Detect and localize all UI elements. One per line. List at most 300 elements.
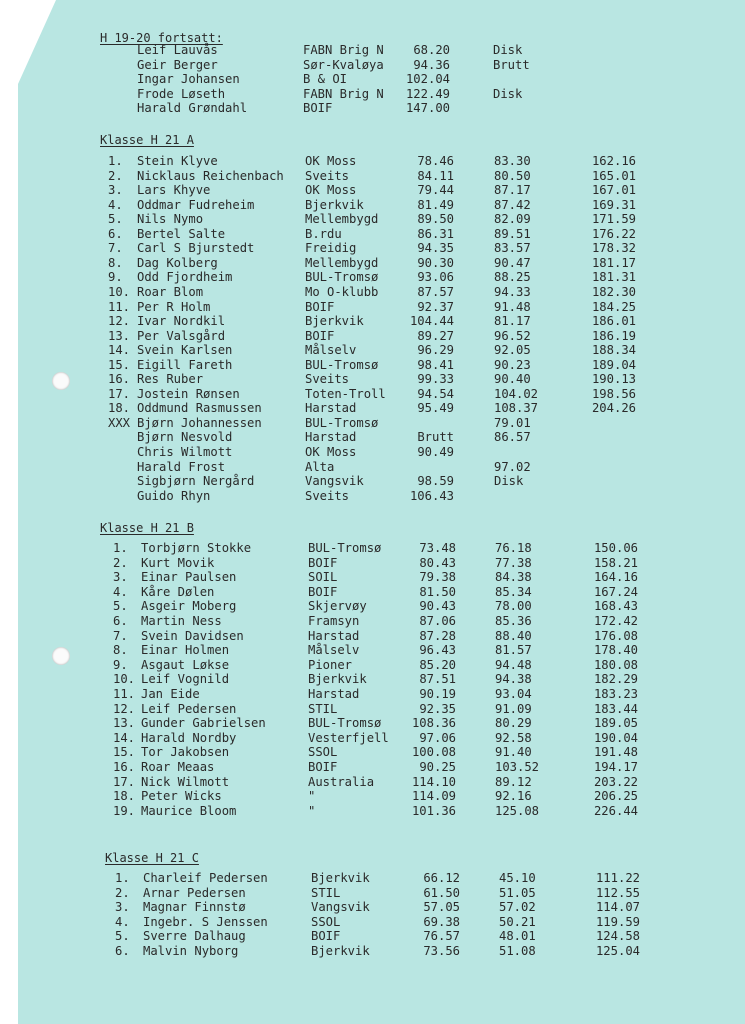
- time-day-1: 57.05: [423, 900, 460, 915]
- club-name: Bjerkvik: [311, 944, 370, 958]
- time-day-1: 90.25: [419, 760, 456, 774]
- result-row: [0, 731, 745, 745]
- time-day-2: 91.48: [494, 299, 531, 314]
- place-number: 16.: [108, 372, 131, 387]
- runner-name: Harald Grøndahl: [137, 101, 248, 116]
- result-row: [0, 871, 745, 885]
- time-day-1: 114.10: [411, 774, 456, 789]
- place-number: 8.: [113, 643, 128, 658]
- result-row: [0, 672, 745, 686]
- place-number: 11.: [108, 299, 131, 314]
- total-time: 112.55: [595, 885, 640, 900]
- club-name: Framsyn: [308, 614, 360, 628]
- time-day-1: 80.43: [419, 555, 456, 570]
- result-row: [0, 58, 745, 72]
- time-day-1: 98.41: [417, 357, 454, 372]
- time-day-2: 91.09: [495, 701, 532, 716]
- section-title: Klasse H 21 C: [105, 851, 199, 865]
- time-day-2: 125.08: [495, 803, 540, 818]
- runner-name: Chris Wilmott: [137, 445, 233, 459]
- runner-name: Per R Holm: [137, 299, 211, 314]
- time-day-2: 80.29: [495, 716, 532, 731]
- runner-name: Arnar Pedersen: [143, 885, 246, 900]
- club-name: SSOL: [311, 914, 341, 929]
- club-name: Toten-Troll: [305, 386, 386, 401]
- time-day-1: 96.29: [417, 343, 454, 358]
- place-number: 13.: [113, 716, 136, 731]
- club-name: Pioner: [308, 657, 353, 672]
- place-number: 6.: [113, 614, 128, 628]
- time-day-2: 91.40: [495, 745, 532, 760]
- result-row: [0, 430, 745, 444]
- result-row: [0, 101, 745, 115]
- runner-name: Per Valsgård: [137, 328, 226, 343]
- result-row: [0, 43, 745, 57]
- runner-name: Asgeir Moberg: [141, 599, 237, 614]
- time-day-1: 89.27: [417, 328, 454, 343]
- club-name: Bjerkvik: [311, 871, 370, 885]
- time-day-1: 92.37: [417, 299, 454, 314]
- result-row: [0, 658, 745, 672]
- place-number: 18.: [108, 401, 131, 416]
- place-number: 9.: [113, 657, 128, 672]
- time-day-2: 104.02: [494, 386, 539, 401]
- total-time: 181.17: [591, 255, 636, 270]
- runner-name: Harald Frost: [137, 459, 226, 474]
- time-day-2: Disk: [494, 474, 524, 489]
- place-number: 4.: [108, 197, 123, 212]
- club-name: BUL-Tromsø: [308, 716, 382, 731]
- place-number: 6.: [108, 226, 123, 241]
- result-row: [0, 300, 745, 314]
- result-row: [0, 154, 745, 168]
- result-row: [0, 556, 745, 570]
- total-time: 169.31: [591, 197, 636, 212]
- result-row: [0, 87, 745, 101]
- result-row: [0, 372, 745, 386]
- total-time: 150.06: [593, 541, 638, 555]
- runner-name: Leif Pedersen: [141, 701, 237, 716]
- runner-name: Nick Wilmott: [141, 774, 230, 789]
- time-day-2: 103.52: [495, 760, 540, 774]
- result-row: [0, 614, 745, 628]
- time-day-2: 92.05: [494, 343, 531, 358]
- runner-name: Peter Wicks: [141, 789, 222, 804]
- time-day-1: 93.06: [417, 270, 454, 285]
- place-number: 9.: [108, 270, 123, 285]
- place-number: 7.: [113, 628, 128, 643]
- result-row: [0, 183, 745, 197]
- time-day-1: 66.12: [423, 871, 460, 885]
- result-row: [0, 169, 745, 183]
- total-time: 114.07: [595, 900, 640, 915]
- time-day-1: 81.49: [417, 197, 454, 212]
- result-row: [0, 329, 745, 343]
- time-day-1: 73.56: [423, 944, 460, 958]
- runner-name: Tor Jakobsen: [141, 745, 230, 760]
- club-name: BUL-Tromsø: [305, 270, 379, 285]
- club-name: Sveits: [305, 372, 350, 387]
- place-number: 1.: [108, 154, 123, 168]
- place-number: 18.: [113, 789, 136, 804]
- result-row: [0, 585, 745, 599]
- runner-name: Ingar Johansen: [137, 72, 240, 87]
- result-row: [0, 489, 745, 503]
- time-day-2: 97.02: [494, 459, 531, 474]
- club-name: Bjerkvik: [308, 672, 367, 687]
- club-name: FABN Brig N: [303, 86, 384, 101]
- place-number: 15.: [108, 357, 131, 372]
- club-name: Harstad: [305, 430, 357, 445]
- place-number: 7.: [108, 241, 123, 256]
- time-day-1: 87.57: [417, 284, 454, 299]
- place-number: 5.: [115, 929, 130, 944]
- runner-name: Ingebr. S Jenssen: [143, 914, 268, 929]
- club-name: Sveits: [305, 168, 350, 183]
- total-time: 183.44: [593, 701, 638, 716]
- time-day-1: 97.06: [419, 730, 456, 745]
- place-number: 1.: [115, 871, 130, 885]
- result-row: [0, 445, 745, 459]
- club-name: Bjerkvik: [305, 197, 364, 212]
- time-day-1: 95.49: [417, 401, 454, 416]
- runner-name: Harald Nordby: [141, 730, 237, 745]
- time-day-2: 51.05: [499, 885, 536, 900]
- time-day-2: 45.10: [499, 871, 536, 885]
- result-row: [0, 570, 745, 584]
- total-time: 181.31: [591, 270, 636, 285]
- time-day-1: 92.35: [419, 701, 456, 716]
- total-time: 189.05: [593, 716, 638, 731]
- result-row: [0, 212, 745, 226]
- time-day-2: 94.48: [495, 657, 532, 672]
- time-day-2: 85.34: [495, 584, 532, 599]
- result-row: [0, 416, 745, 430]
- total-time: 165.01: [591, 168, 636, 183]
- total-time: 168.43: [593, 599, 638, 614]
- club-name: Freidig: [305, 241, 357, 256]
- time-day-1: 90.19: [419, 687, 456, 701]
- club-name: Skjervøy: [308, 599, 367, 614]
- runner-name: Svein Davidsen: [141, 628, 244, 643]
- runner-name: Leif Vognild: [141, 672, 230, 687]
- club-name: Harstad: [308, 628, 360, 643]
- club-name: Mellembygd: [305, 255, 379, 270]
- place-number: 15.: [113, 745, 136, 760]
- runner-name: Bjørn Nesvold: [137, 430, 233, 445]
- total-time: 158.21: [593, 555, 638, 570]
- time-day-2: 78.00: [495, 599, 532, 614]
- club-name: Målselv: [308, 643, 360, 658]
- time-day-2: 83.30: [494, 154, 531, 168]
- place-number: 10.: [113, 672, 136, 687]
- result-row: [0, 401, 745, 415]
- time-day-1: 100.08: [411, 745, 456, 760]
- place-number: 3.: [108, 183, 123, 198]
- runner-name: Maurice Bloom: [141, 803, 237, 818]
- time-day-1: 76.57: [423, 929, 460, 944]
- time-day-1: 96.43: [419, 643, 456, 658]
- runner-name: Gunder Gabrielsen: [141, 716, 266, 731]
- total-time: 162.16: [591, 154, 636, 168]
- club-name: ": [308, 789, 316, 804]
- runner-name: Einar Paulsen: [141, 570, 237, 585]
- total-time: 206.25: [593, 789, 638, 804]
- total-time: 182.30: [591, 284, 636, 299]
- time-day-1: 78.46: [417, 154, 454, 168]
- club-name: Harstad: [308, 687, 360, 701]
- time-day-2: 92.58: [495, 730, 532, 745]
- total-time: 190.13: [591, 372, 636, 387]
- time-day-2: 86.57: [494, 430, 531, 445]
- total-time: 178.40: [593, 643, 638, 658]
- total-time: 172.42: [593, 614, 638, 628]
- place-number: 10.: [108, 284, 131, 299]
- result-row: [0, 256, 745, 270]
- place-number: 3.: [113, 570, 128, 585]
- club-name: OK Moss: [305, 154, 357, 168]
- result-row: [0, 460, 745, 474]
- time-day-1: 122.49: [405, 86, 450, 101]
- result-row: [0, 775, 745, 789]
- club-name: BUL-Tromsø: [308, 541, 382, 555]
- result-row: [0, 285, 745, 299]
- total-time: 180.08: [593, 657, 638, 672]
- place-number: 6.: [115, 944, 130, 958]
- time-day-2: 87.42: [494, 197, 531, 212]
- runner-name: Nicklaus Reichenbach: [137, 168, 284, 183]
- time-day-2: Brutt: [493, 57, 530, 72]
- time-day-1: 87.06: [419, 614, 456, 628]
- time-day-1: 99.33: [417, 372, 454, 387]
- club-name: BOIF: [311, 929, 341, 944]
- club-name: Mellembygd: [305, 212, 379, 227]
- total-time: 167.01: [591, 183, 636, 198]
- runner-name: Torbjørn Stokke: [141, 541, 252, 555]
- total-time: 111.22: [595, 871, 640, 885]
- time-day-2: 88.40: [495, 628, 532, 643]
- club-name: Vangsvik: [311, 900, 370, 915]
- result-row: [0, 944, 745, 958]
- place-number: 14.: [108, 343, 131, 358]
- time-day-2: 92.16: [495, 789, 532, 804]
- result-row: [0, 915, 745, 929]
- place-number: 8.: [108, 255, 123, 270]
- total-time: 190.04: [593, 730, 638, 745]
- runner-name: Malvin Nyborg: [143, 944, 239, 958]
- time-day-1: 106.43: [409, 488, 454, 503]
- runner-name: Leif Lauvås: [137, 43, 218, 57]
- time-day-2: 50.21: [499, 914, 536, 929]
- club-name: Bjerkvik: [305, 314, 364, 329]
- result-row: [0, 886, 745, 900]
- place-number: 1.: [113, 541, 128, 555]
- time-day-2: 79.01: [494, 415, 531, 430]
- time-day-2: 57.02: [499, 900, 536, 915]
- place-number: 5.: [113, 599, 128, 614]
- place-number: 13.: [108, 328, 131, 343]
- runner-name: Oddmund Rasmussen: [137, 401, 262, 416]
- time-day-2: 48.01: [499, 929, 536, 944]
- total-time: 167.24: [593, 584, 638, 599]
- club-name: OK Moss: [305, 183, 357, 198]
- result-row: [0, 789, 745, 803]
- club-name: Mo O-klubb: [305, 284, 379, 299]
- result-row: [0, 745, 745, 759]
- time-day-1: 90.43: [419, 599, 456, 614]
- total-time: 188.34: [591, 343, 636, 358]
- time-day-1: 94.36: [413, 57, 450, 72]
- total-time: 184.25: [591, 299, 636, 314]
- time-day-2: 96.52: [494, 328, 531, 343]
- place-number: 2.: [115, 885, 130, 900]
- total-time: 186.01: [591, 314, 636, 329]
- runner-name: Sigbjørn Nergård: [137, 474, 255, 489]
- total-time: 198.56: [591, 386, 636, 401]
- club-name: Harstad: [305, 401, 357, 416]
- time-day-1: 101.36: [411, 803, 456, 818]
- total-time: 171.59: [591, 212, 636, 227]
- result-row: [0, 629, 745, 643]
- place-number: 4.: [115, 914, 130, 929]
- runner-name: Ivar Nordkil: [137, 314, 226, 329]
- time-day-2: 81.17: [494, 314, 531, 329]
- total-time: 119.59: [595, 914, 640, 929]
- result-row: [0, 270, 745, 284]
- total-time: 124.58: [595, 929, 640, 944]
- time-day-2: 88.25: [494, 270, 531, 285]
- club-name: BOIF: [308, 584, 338, 599]
- result-row: [0, 343, 745, 357]
- time-day-2: 89.12: [495, 774, 532, 789]
- place-number: 11.: [113, 687, 136, 701]
- total-time: 176.08: [593, 628, 638, 643]
- club-name: Australia: [308, 774, 375, 789]
- runner-name: Svein Karlsen: [137, 343, 233, 358]
- result-row: [0, 643, 745, 657]
- runner-name: Oddmar Fudreheim: [137, 197, 255, 212]
- time-day-1: 90.49: [417, 445, 454, 459]
- time-day-1: 68.20: [413, 43, 450, 57]
- result-row: [0, 241, 745, 255]
- time-day-2: 76.18: [495, 541, 532, 555]
- club-name: BOIF: [308, 555, 338, 570]
- runner-name: Kurt Movik: [141, 555, 215, 570]
- time-day-2: 89.51: [494, 226, 531, 241]
- time-day-1: 108.36: [411, 716, 456, 731]
- total-time: 164.16: [593, 570, 638, 585]
- time-day-2: 82.09: [494, 212, 531, 227]
- runner-name: Roar Blom: [137, 284, 204, 299]
- result-row: [0, 599, 745, 613]
- total-time: 194.17: [593, 760, 638, 774]
- place-number: 2.: [108, 168, 123, 183]
- section-title: Klasse H 21 A: [100, 133, 194, 147]
- time-day-1: 85.20: [419, 657, 456, 672]
- time-day-1: 94.35: [417, 241, 454, 256]
- place-number: 5.: [108, 212, 123, 227]
- runner-name: Martin Ness: [141, 614, 222, 628]
- runner-name: Geir Berger: [137, 57, 218, 72]
- place-number: 12.: [108, 314, 131, 329]
- total-time: 182.29: [593, 672, 638, 687]
- club-name: BOIF: [305, 328, 335, 343]
- time-day-1: 98.59: [417, 474, 454, 489]
- place-number: 16.: [113, 760, 136, 774]
- time-day-1: 114.09: [411, 789, 456, 804]
- time-day-1: 147.00: [405, 101, 450, 116]
- time-day-1: 79.38: [419, 570, 456, 585]
- total-time: 176.22: [591, 226, 636, 241]
- time-day-1: Brutt: [417, 430, 454, 445]
- place-number: 14.: [113, 730, 136, 745]
- time-day-1: 81.50: [419, 584, 456, 599]
- time-day-2: 80.50: [494, 168, 531, 183]
- time-day-1: 102.04: [405, 72, 450, 87]
- runner-name: Einar Holmen: [141, 643, 230, 658]
- runner-name: Carl S Bjurstedt: [137, 241, 255, 256]
- time-day-2: 93.04: [495, 687, 532, 701]
- runner-name: Res Ruber: [137, 372, 204, 387]
- runner-name: Roar Meaas: [141, 760, 215, 774]
- result-row: [0, 702, 745, 716]
- club-name: BUL-Tromsø: [305, 357, 379, 372]
- total-time: 125.04: [595, 944, 640, 958]
- club-name: ": [308, 803, 316, 818]
- result-row: [0, 387, 745, 401]
- runner-name: Magnar Finnstø: [143, 900, 246, 915]
- place-number: XXX: [108, 415, 131, 430]
- result-row: [0, 541, 745, 555]
- runner-name: Odd Fjordheim: [137, 270, 233, 285]
- runner-name: Dag Kolberg: [137, 255, 218, 270]
- time-day-2: 83.57: [494, 241, 531, 256]
- club-name: BOIF: [308, 760, 338, 774]
- result-row: [0, 900, 745, 914]
- total-time: 204.26: [591, 401, 636, 416]
- result-row: [0, 198, 745, 212]
- result-row: [0, 314, 745, 328]
- time-day-2: 90.40: [494, 372, 531, 387]
- time-day-1: 87.28: [419, 628, 456, 643]
- club-name: BOIF: [303, 101, 333, 116]
- section-title: H 19-20 fortsatt:: [100, 31, 223, 45]
- runner-name: Eigill Fareth: [137, 357, 233, 372]
- result-row: [0, 716, 745, 730]
- time-day-2: Disk: [493, 86, 523, 101]
- runner-name: Asgaut Løkse: [141, 657, 230, 672]
- runner-name: Jostein Rønsen: [137, 386, 240, 401]
- time-day-1: 89.50: [417, 212, 454, 227]
- total-time: 189.04: [591, 357, 636, 372]
- club-name: Vangsvik: [305, 474, 364, 489]
- result-row: [0, 804, 745, 818]
- runner-name: Sverre Dalhaug: [143, 929, 246, 944]
- total-time: 226.44: [593, 803, 638, 818]
- result-row: [0, 474, 745, 488]
- place-number: 2.: [113, 555, 128, 570]
- time-day-1: 73.48: [419, 541, 456, 555]
- time-day-1: 61.50: [423, 885, 460, 900]
- runner-name: Bjørn Johannessen: [137, 415, 262, 430]
- club-name: OK Moss: [305, 445, 357, 459]
- time-day-1: 87.51: [419, 672, 456, 687]
- time-day-2: 51.08: [499, 944, 536, 958]
- total-time: 191.48: [593, 745, 638, 760]
- time-day-2: 94.33: [494, 284, 531, 299]
- result-row: [0, 760, 745, 774]
- club-name: FABN Brig N: [303, 43, 384, 57]
